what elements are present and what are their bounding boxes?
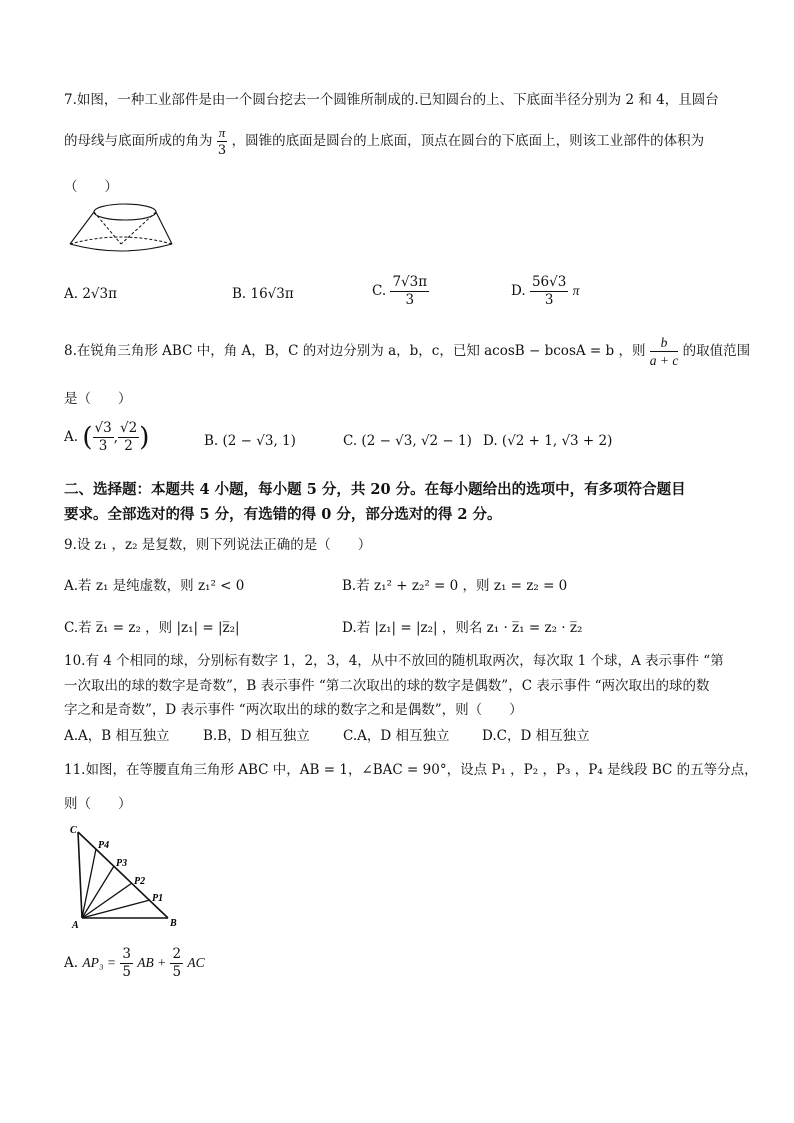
q8-option-b: B. (2 − √3, 1) bbox=[204, 433, 296, 449]
q10-line1: 10.有 4 个相同的球，分别标有数字 1，2，3，4，从中不放回的随机取两次，每次取 1 个球，A 表示事件 “第 bbox=[64, 653, 724, 669]
q7-option-c-den: 3 bbox=[405, 292, 415, 308]
label-p2: P2 bbox=[134, 876, 146, 887]
q7-paren: （ ） bbox=[64, 179, 118, 195]
label-p3: P3 bbox=[116, 858, 128, 869]
q8-option-a-d1: 3 bbox=[98, 438, 108, 454]
q10-line2: 一次取出的球的数字是奇数”，B 表示事件 “第二次取出的球的数字是偶数”，C 表示事件 “两次取出的球的数 bbox=[64, 678, 710, 694]
q9-option-b: B.若 z₁² + z₂² = 0 ，则 z₁ = z₂ = 0 bbox=[342, 578, 568, 594]
q8-line1-end: 的取值范围 bbox=[682, 343, 751, 359]
q11-option-a-mid: AB + bbox=[137, 955, 167, 970]
label-a: A bbox=[72, 920, 79, 931]
q7-option-c-fraction bbox=[390, 274, 429, 309]
q11-option-a-label: A. bbox=[64, 955, 79, 971]
label-p4: P4 bbox=[98, 840, 110, 851]
cone-left-edge bbox=[94, 212, 121, 244]
side-ca bbox=[78, 832, 82, 918]
q7-line1: 7.如图，一种工业部件是由一个圆台挖去一个圆锥所制成的.已知圆台的上、下底面半径分别为 2 和 4，且圆台 bbox=[64, 92, 719, 108]
q8-option-d: D. (√2 + 1, √3 + 2) bbox=[483, 433, 613, 449]
q8-option-a-frac2 bbox=[118, 420, 139, 455]
frustum-figure bbox=[64, 200, 176, 254]
q7-option-c-num: 7√3π bbox=[392, 274, 428, 290]
q7-option-d-num: 56√3 bbox=[531, 274, 567, 290]
q7-option-d-fraction bbox=[530, 274, 568, 309]
q11-option-a-f1-num: 3 bbox=[122, 946, 131, 962]
q8-option-c: C. (2 − √3, √2 − 1) bbox=[343, 433, 472, 449]
q7-option-a: A. 2√3π bbox=[64, 286, 117, 302]
q11-option-a-lhs: AP₃ = bbox=[82, 955, 117, 970]
q8-fraction bbox=[650, 334, 679, 369]
q7-option-b: B. 16√3π bbox=[232, 286, 294, 302]
q7-angle-den: 3 bbox=[217, 143, 227, 158]
frustum-right-edge bbox=[156, 212, 172, 244]
triangle-figure bbox=[64, 822, 189, 934]
q11-option-a-f2-num: 2 bbox=[172, 946, 182, 962]
q9-option-a: A.若 z₁ 是纯虚数，则 z₁² < 0 bbox=[64, 578, 245, 594]
frustum-bottom-back bbox=[70, 237, 172, 244]
q10-option-b: B.B，D 相互独立 bbox=[203, 728, 310, 744]
q7-option-c bbox=[372, 274, 429, 309]
q8-option-a-lparen: ( bbox=[82, 422, 93, 453]
segment-ap2 bbox=[82, 883, 132, 918]
q8-line1 bbox=[64, 334, 750, 369]
q8-fraction-den: a + c bbox=[649, 353, 679, 368]
q7-option-d bbox=[511, 274, 579, 309]
q10-option-d: D.C，D 相互独立 bbox=[482, 728, 590, 744]
q8-line2: 是（ ） bbox=[64, 391, 132, 407]
segment-ap1 bbox=[82, 900, 150, 918]
q10-option-a: A.A，B 相互独立 bbox=[64, 728, 170, 744]
q9-option-c: C.若 z̅₁ = z₂ ，则 |z₁| = |z̅₂| bbox=[64, 620, 240, 636]
q10-option-c: C.A，D 相互独立 bbox=[343, 728, 450, 744]
q8-option-a bbox=[64, 420, 149, 455]
q7-line2-end: ，圆锥的底面是圆台的上底面，顶点在圆台的下底面上，则该工业部件的体积为 bbox=[231, 133, 705, 149]
q7-option-c-label: C. bbox=[372, 283, 387, 299]
q11-option-a-frac2 bbox=[170, 946, 183, 981]
q11-line1: 11.如图，在等腰直角三角形 ABC 中，AB = 1，∠BAC = 90°，设点 P₁ ，P₂ ，P₃ ，P₄ 是线段 BC 的五等分点， bbox=[64, 762, 758, 778]
frustum-bottom-front bbox=[70, 244, 172, 251]
q8-option-a-label: A. bbox=[64, 429, 79, 445]
q11-option-a-tail: AC bbox=[187, 955, 205, 970]
q7-line2-start: 的母线与底面所成的角为 bbox=[64, 133, 213, 149]
q8-option-a-n1: √3 bbox=[94, 420, 112, 436]
q10-line3: 字之和是奇数”，D 表示事件 “两次取出的球的数字之和是偶数”，则（ ） bbox=[64, 702, 523, 718]
q11-option-a-f2-den: 5 bbox=[172, 964, 182, 980]
q9-stem: 9.设 z₁ ，z₂ 是复数，则下列说法正确的是（ ） bbox=[64, 537, 372, 553]
q11-option-a bbox=[64, 946, 205, 981]
q11-line2: 则（ ） bbox=[64, 796, 132, 812]
label-c: C bbox=[70, 825, 77, 836]
q7-angle-fraction bbox=[217, 124, 228, 159]
q8-line1-start: 8.在锐角三角形 ABC 中，角 A，B，C 的对边分别为 a，b，c，已知 acosB − bcosA = b ，则 bbox=[64, 343, 646, 359]
q8-option-a-frac1 bbox=[93, 420, 114, 455]
section2-heading-line2: 要求。全部选对的得 5 分，有选错的得 0 分，部分选对的得 2 分。 bbox=[64, 506, 502, 523]
q7-option-d-pi: π bbox=[572, 283, 580, 298]
q8-option-a-d2: 2 bbox=[124, 438, 133, 454]
q7-option-d-label: D. bbox=[511, 283, 526, 299]
q8-option-a-comma: , bbox=[113, 429, 118, 446]
label-p1: P1 bbox=[152, 893, 164, 904]
q8-option-a-n2: √2 bbox=[120, 420, 138, 436]
q9-option-d: D.若 |z₁| = |z₂| ，则名 z₁ · z̅₁ = z₂ · z̅₂ bbox=[342, 620, 583, 636]
q11-option-a-f1-den: 5 bbox=[122, 964, 131, 980]
side-cb bbox=[78, 832, 168, 918]
q8-option-a-rparen: ) bbox=[139, 422, 150, 453]
q7-option-d-den: 3 bbox=[544, 292, 554, 308]
section2-heading-line1: 二、选择题：本题共 4 小题，每小题 5 分，共 20 分。在每小题给出的选项中，有多项符合题目 bbox=[64, 481, 686, 498]
q7-line2 bbox=[64, 124, 704, 159]
q11-option-a-frac1 bbox=[120, 946, 133, 981]
q7-angle-num: π bbox=[218, 125, 226, 140]
label-b: B bbox=[170, 918, 177, 929]
frustum-top-ellipse bbox=[94, 204, 156, 220]
q8-fraction-num: b bbox=[650, 334, 679, 352]
